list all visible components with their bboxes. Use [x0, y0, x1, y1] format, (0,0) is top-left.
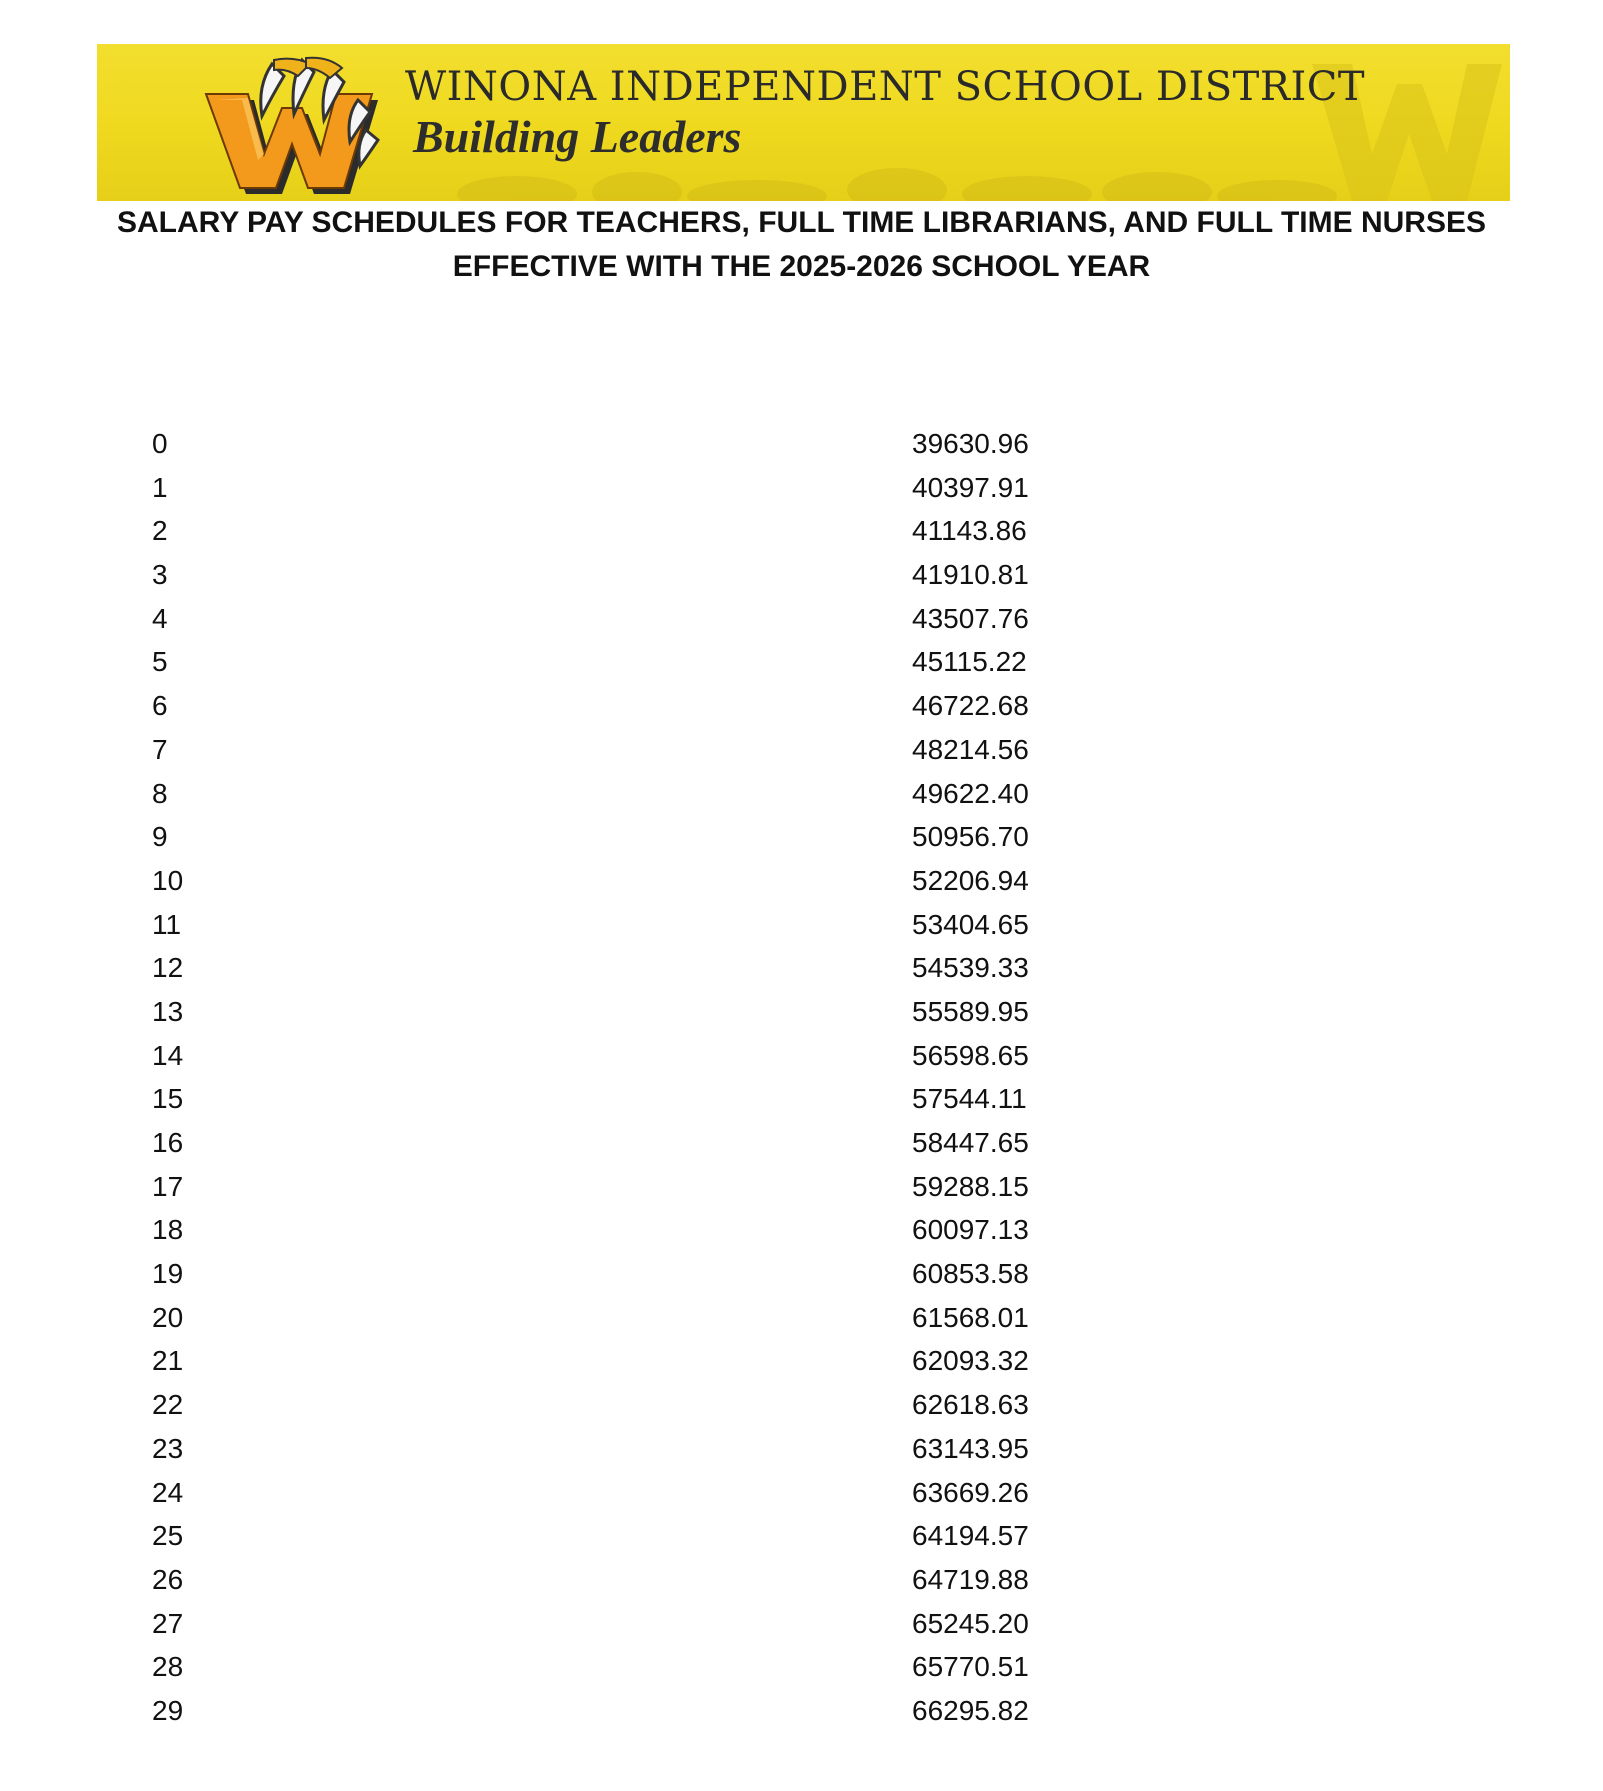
schedule-row — [0, 1121, 1603, 1165]
step-years: 27 — [152, 1607, 184, 1639]
salary-amount: 40397.91 — [912, 471, 1029, 503]
step-years: 6 — [152, 690, 168, 722]
salary-amount: 39630.96 — [912, 428, 1029, 459]
salary-amount: 55589.95 — [912, 995, 1029, 1027]
salary-amount: 65770.51 — [912, 1651, 1029, 1683]
schedule-row — [0, 1208, 1603, 1252]
step-years: 17 — [152, 1170, 184, 1202]
salary-amount: 62618.63 — [912, 1389, 1029, 1421]
salary-amount: 64719.88 — [912, 1563, 1029, 1595]
district-tagline: Building Leaders — [413, 111, 742, 162]
schedule-row — [0, 509, 1603, 553]
schedule-row — [0, 1558, 1603, 1602]
schedule-row — [0, 772, 1603, 816]
w-claw-logo-icon — [202, 56, 392, 196]
salary-amount: 63669.26 — [912, 1476, 1029, 1508]
step-years: 20 — [152, 1301, 184, 1333]
district-name: WINONA INDEPENDENT SCHOOL DISTRICT — [405, 64, 1366, 110]
step-years: 19 — [152, 1258, 184, 1290]
schedule-row — [0, 1165, 1603, 1209]
schedule-row — [0, 684, 1603, 728]
salary-amount: 50956.70 — [912, 821, 1029, 853]
step-years: 11 — [152, 908, 182, 940]
schedule-row — [0, 1645, 1603, 1689]
salary-amount: 66295.82 — [912, 1694, 1029, 1726]
step-years: 18 — [152, 1214, 184, 1246]
step-years: 16 — [152, 1127, 184, 1158]
salary-amount: 62093.32 — [912, 1345, 1029, 1377]
schedule-title-line-1: SALARY PAY SCHEDULES FOR TEACHERS, FULL TIME LIBRARIANS, AND FULL TIME NURSES — [117, 206, 1486, 239]
schedule-row — [0, 1427, 1603, 1471]
step-years: 9 — [152, 821, 168, 853]
step-years: 15 — [152, 1083, 184, 1115]
salary-amount: 54539.33 — [912, 952, 1029, 984]
step-years: 13 — [152, 995, 184, 1027]
salary-amount: 65245.20 — [912, 1607, 1029, 1639]
salary-amount: 41143.86 — [912, 515, 1027, 547]
salary-amount: 59288.15 — [912, 1170, 1029, 1202]
schedule-row — [0, 1296, 1603, 1340]
step-years: 26 — [152, 1563, 184, 1595]
schedule-row — [0, 640, 1603, 684]
schedule-row — [0, 859, 1603, 903]
step-years: 4 — [152, 602, 168, 634]
salary-amount: 60853.58 — [912, 1258, 1029, 1290]
schedule-row — [0, 1077, 1603, 1121]
step-years: 8 — [152, 777, 168, 809]
schedule-row — [0, 1471, 1603, 1515]
salary-amount: 57544.11 — [912, 1083, 1027, 1115]
salary-amount: 48214.56 — [912, 733, 1029, 765]
step-years: 2 — [152, 515, 168, 547]
schedule-row — [0, 553, 1603, 597]
schedule-row — [0, 1602, 1603, 1646]
step-years: 3 — [152, 559, 168, 591]
step-years: 12 — [152, 952, 184, 984]
salary-amount: 53404.65 — [912, 908, 1029, 940]
schedule-row — [0, 946, 1603, 990]
schedule-row — [0, 990, 1603, 1034]
schedule-row — [0, 1252, 1603, 1296]
salary-amount: 46722.68 — [912, 690, 1029, 722]
schedule-row — [0, 728, 1603, 772]
salary-amount: 43507.76 — [912, 602, 1029, 634]
salary-amount: 41910.81 — [912, 559, 1029, 591]
step-years: 25 — [152, 1520, 184, 1552]
step-years: 28 — [152, 1651, 184, 1683]
schedule-row — [0, 1339, 1603, 1383]
salary-amount: 61568.01 — [912, 1301, 1029, 1333]
salary-amount: 56598.65 — [912, 1039, 1029, 1071]
schedule-title-line-2: EFFECTIVE WITH THE 2025-2026 SCHOOL YEAR — [452, 250, 1151, 283]
step-years: 7 — [152, 733, 168, 765]
step-years: 0 — [152, 428, 168, 459]
step-years: 1 — [152, 471, 168, 503]
schedule-row — [0, 1034, 1603, 1078]
step-years: 22 — [152, 1389, 184, 1421]
schedule-row — [0, 1689, 1603, 1733]
salary-amount: 60097.13 — [912, 1214, 1029, 1246]
schedule-row — [0, 815, 1603, 859]
salary-amount: 49622.40 — [912, 777, 1029, 809]
step-years: 14 — [152, 1039, 184, 1071]
salary-schedule-list — [0, 422, 1603, 1733]
salary-amount: 64194.57 — [912, 1520, 1029, 1552]
salary-amount: 52206.94 — [912, 864, 1029, 896]
schedule-row — [0, 1514, 1603, 1558]
step-years: 5 — [152, 646, 168, 678]
salary-amount: 58447.65 — [912, 1127, 1029, 1158]
schedule-row — [0, 1383, 1603, 1427]
step-years: 29 — [152, 1694, 184, 1726]
district-banner — [97, 44, 1510, 201]
step-years: 10 — [152, 864, 184, 896]
schedule-row — [0, 422, 1603, 466]
schedule-row — [0, 903, 1603, 947]
salary-amount: 45115.22 — [912, 646, 1027, 678]
schedule-row — [0, 597, 1603, 641]
step-years: 21 — [152, 1345, 184, 1377]
step-years: 23 — [152, 1432, 184, 1464]
salary-amount: 63143.95 — [912, 1432, 1029, 1464]
step-years: 24 — [152, 1476, 184, 1508]
schedule-row — [0, 466, 1603, 510]
